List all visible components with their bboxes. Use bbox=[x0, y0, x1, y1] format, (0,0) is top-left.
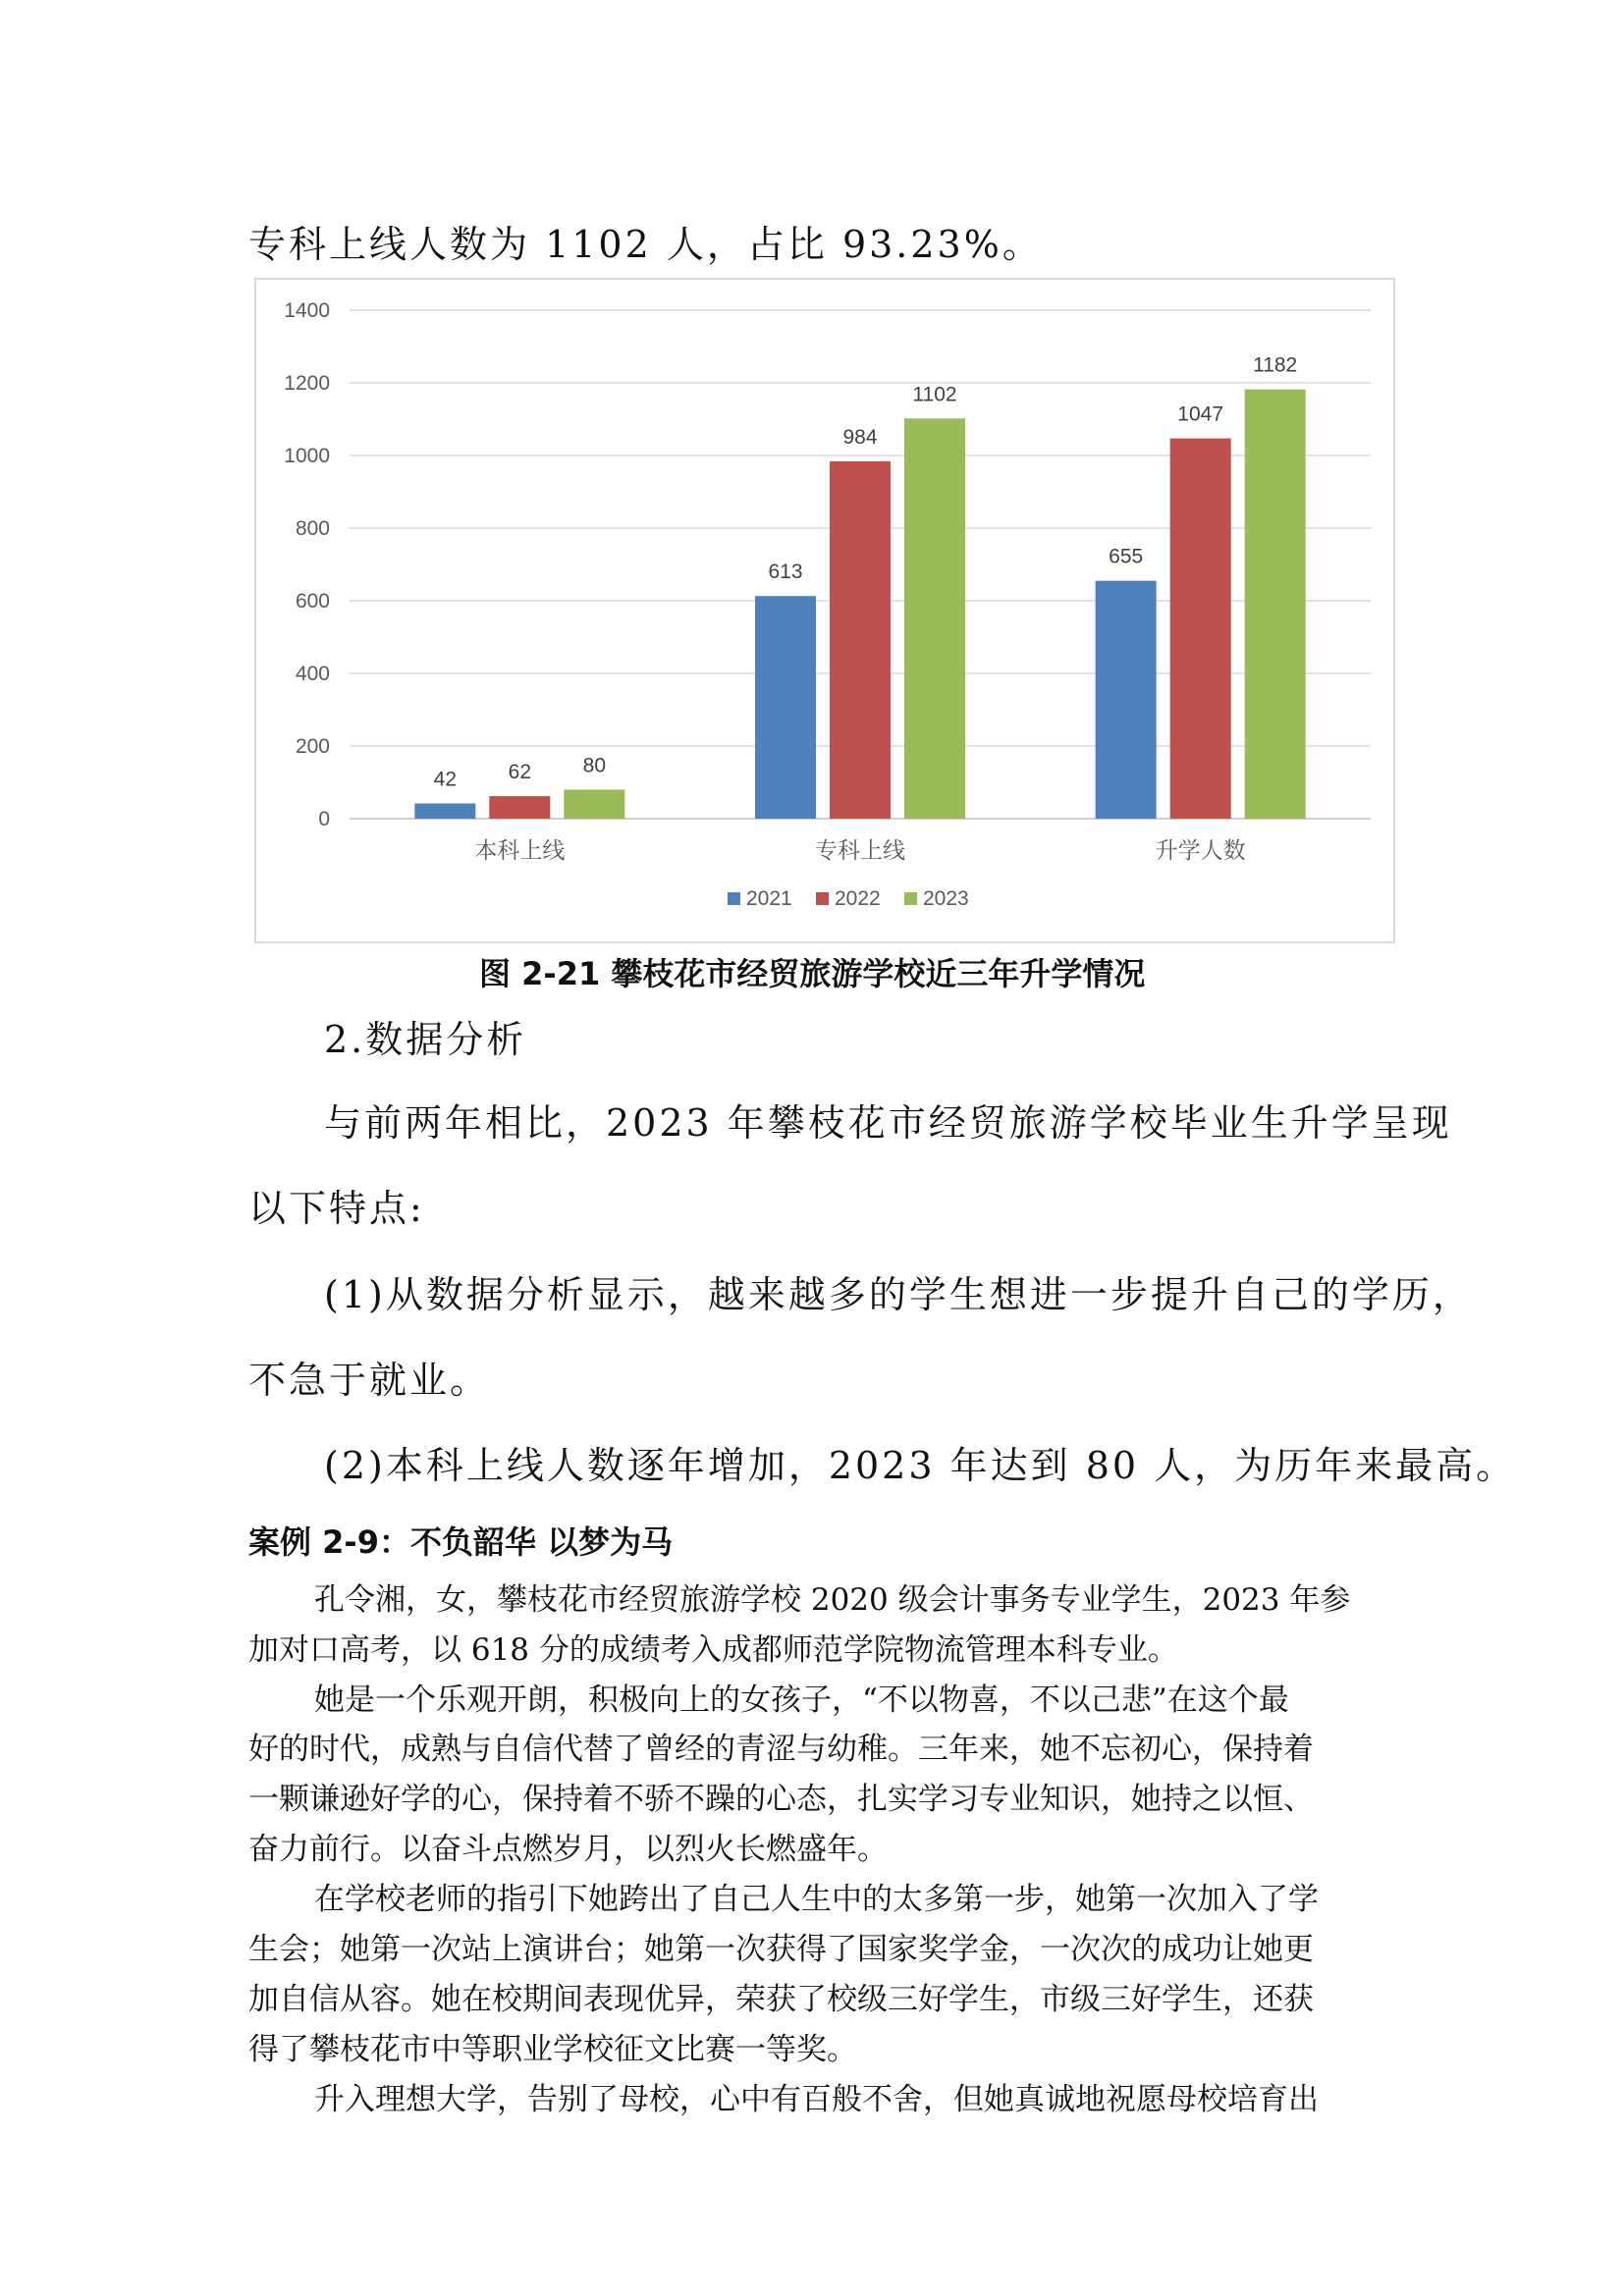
bar bbox=[564, 789, 624, 819]
legend-label: 2022 bbox=[835, 887, 881, 910]
data-label: 62 bbox=[508, 761, 532, 784]
intro-line: 专科上线人数为 1102 人，占比 93.23%。 bbox=[248, 223, 1043, 266]
legend-swatch bbox=[728, 892, 740, 905]
legend-swatch bbox=[816, 892, 829, 905]
data-label: 984 bbox=[842, 425, 878, 449]
category-label: 升学人数 bbox=[1155, 837, 1246, 863]
figure-caption: 图 2-21 攀枝花市经贸旅游学校近三年升学情况 bbox=[479, 955, 1146, 992]
bar-chart bbox=[256, 280, 1393, 941]
bar bbox=[1170, 439, 1231, 819]
y-tick-label: 200 bbox=[295, 735, 330, 758]
data-label: 1047 bbox=[1177, 402, 1224, 426]
analysis-point2-line1: (2)本科上线人数逐年增加，2023 年达到 80 人，为历年来最高。 bbox=[324, 1444, 1517, 1487]
legend-label: 2021 bbox=[746, 887, 792, 910]
category-label: 本科上线 bbox=[474, 837, 566, 863]
case-line: 加对口高考，以 618 分的成绩考入成都师范学院物流管理本科专业。 bbox=[248, 1632, 1178, 1668]
data-label: 42 bbox=[433, 768, 458, 791]
case-line: 升入理想大学，告别了母校，心中有百般不舍，但她真诚地祝愿母校培育出 bbox=[314, 2082, 1319, 2117]
analysis-intro-line2: 以下特点: bbox=[248, 1187, 425, 1230]
data-label: 655 bbox=[1109, 545, 1144, 568]
case-line: 得了攀枝花市中等职业学校征文比赛一等奖。 bbox=[248, 2032, 857, 2067]
case-line: 好的时代，成熟与自信代替了曾经的青涩与幼稚。三年来，她不忘初心，保持着 bbox=[248, 1732, 1314, 1767]
data-label: 1102 bbox=[912, 383, 957, 406]
case-line: 加自信从容。她在校期间表现优异，荣获了校级三好学生，市级三好学生，还获 bbox=[248, 1982, 1314, 2017]
data-label: 80 bbox=[582, 754, 607, 777]
case-line: 孔令湘，女，攀枝花市经贸旅游学校 2020 级会计事务专业学生，2023 年参 bbox=[314, 1582, 1351, 1618]
category-label: 专科上线 bbox=[815, 837, 905, 863]
chart-frame bbox=[254, 278, 1395, 943]
case-line: 奋力前行。以奋斗点燃岁月，以烈火长燃盛年。 bbox=[248, 1832, 888, 1867]
bar bbox=[489, 796, 550, 819]
legend-swatch bbox=[904, 892, 917, 905]
bar bbox=[414, 803, 475, 819]
case-line: 生会；她第一次站上演讲台；她第一次获得了国家奖学金，一次次的成功让她更 bbox=[248, 1932, 1314, 1967]
analysis-intro-line1: 与前两年相比，2023 年攀枝花市经贸旅游学校毕业生升学呈现 bbox=[324, 1101, 1452, 1145]
y-tick-label: 0 bbox=[318, 808, 330, 830]
y-tick-label: 1400 bbox=[284, 299, 330, 322]
data-label: 613 bbox=[768, 561, 803, 584]
bar bbox=[1245, 390, 1306, 819]
legend-label: 2023 bbox=[923, 887, 969, 910]
bar bbox=[830, 461, 891, 819]
y-tick-label: 400 bbox=[295, 663, 330, 685]
analysis-point1-line1: (1)从数据分析显示，越来越多的学生想进一步提升自己的学历， bbox=[324, 1273, 1473, 1316]
case-line: 一颗谦逊好学的心，保持着不骄不躁的心态，扎实学习专业知识，她持之以恒、 bbox=[248, 1782, 1314, 1817]
case-line: 她是一个乐观开朗，积极向上的女孩子，“不以物喜，不以己悲”在这个最 bbox=[314, 1682, 1289, 1718]
y-tick-label: 1200 bbox=[284, 372, 330, 395]
case-line: 在学校老师的指引下她跨出了自己人生中的太多第一步，她第一次加入了学 bbox=[314, 1882, 1319, 1917]
section-heading: 2.数据分析 bbox=[324, 1018, 527, 1061]
data-label: 1182 bbox=[1253, 353, 1298, 377]
bar bbox=[904, 418, 965, 819]
bar bbox=[1096, 581, 1157, 819]
analysis-point1-line2: 不急于就业。 bbox=[248, 1359, 491, 1402]
y-tick-label: 800 bbox=[295, 517, 330, 540]
case-title: 案例 2-9：不负韶华 以梦为马 bbox=[248, 1523, 674, 1561]
bar bbox=[755, 596, 816, 819]
y-tick-label: 600 bbox=[295, 590, 330, 613]
y-tick-label: 1000 bbox=[284, 445, 330, 467]
